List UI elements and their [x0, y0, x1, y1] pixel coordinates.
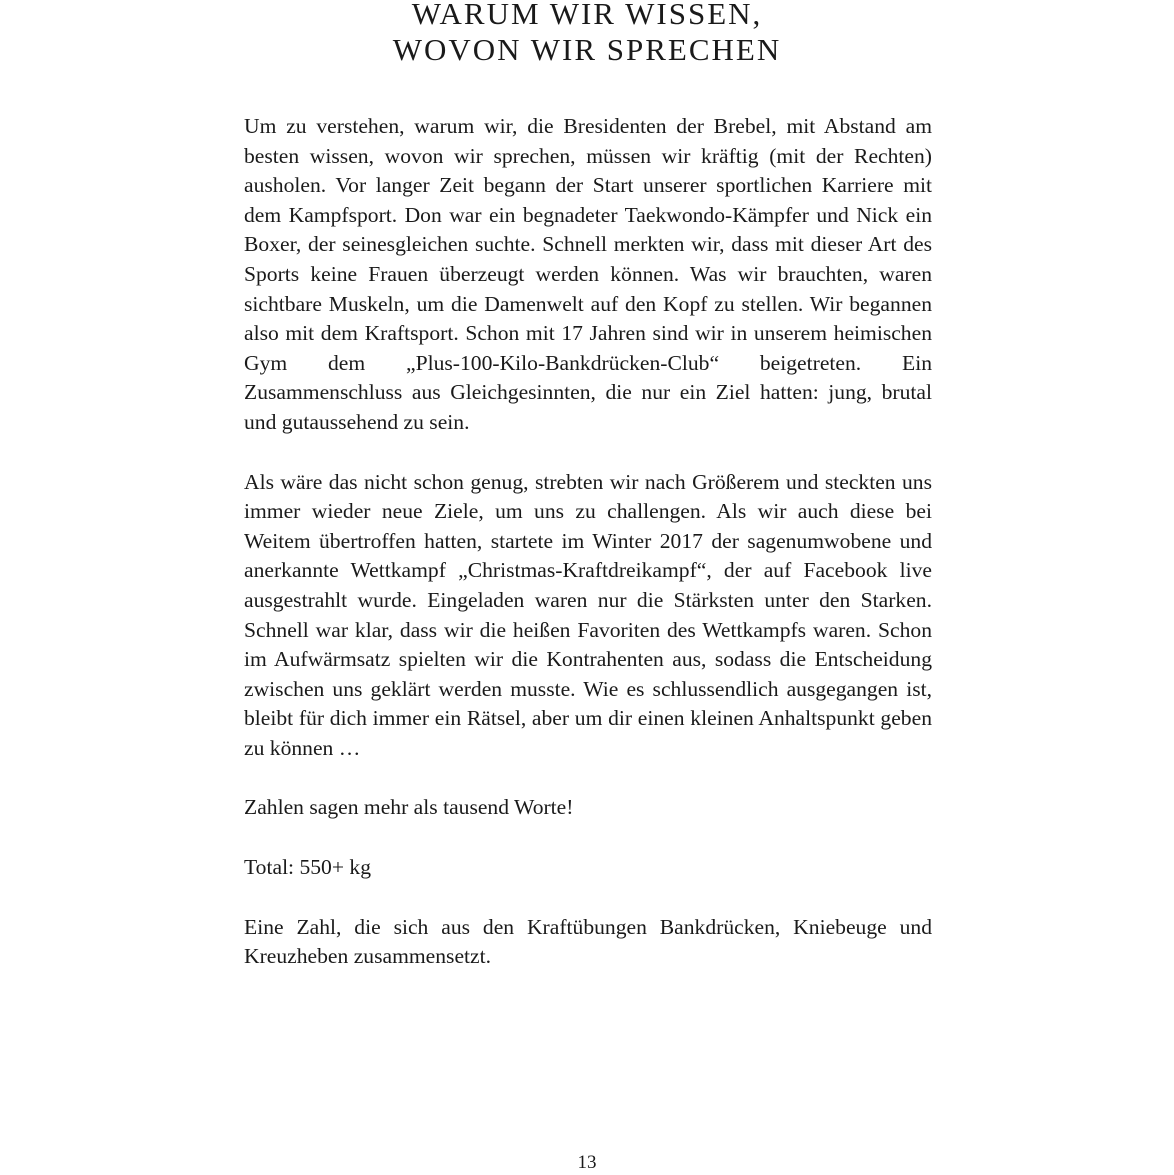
paragraph-total: Total: 550+ kg — [244, 855, 372, 880]
page-number: 13 — [577, 1152, 597, 1173]
body-text — [244, 112, 932, 1002]
chapter-title-line-2: WOVON WIR SPRECHEN — [392, 32, 782, 67]
paragraph-career: Um zu verstehen, warum wir, die Bresidenten der Brebel, mit Abstand am besten wissen, wovon wir sprechen, müssen wir kräftig (mit der Rechten) ausholen. Vor langer Zeit begann der Start unserer sportlichen Karriere mit dem Kampfsport. Don war ein begnadeter Taekwondo-Kämpfer und Nick ein Boxer, der seinesgleichen suchte. Schnell merkten wir, dass mit dieser Art des Sports keine Frauen überzeugt werden können. Was wir brauchten, waren sichtbare Muskeln, um die Damenwelt auf den Kopf zu stellen. Wir begannen also mit dem Kraftsport. Schon mit 17 Jahren sind wir in unserem heimischen Gym dem „Plus-100-Kilo-Bankdrücken-Club“ beigetreten. Ein Zusammenschluss aus Gleichgesinnten, die nur ein Ziel hatten: jung, brutal und gutaussehend zu sein. — [244, 114, 932, 434]
chapter-title-line-1: WARUM WIR WISSEN, — [411, 0, 763, 31]
chapter-title — [0, 0, 1174, 68]
paragraph-competition: Als wäre das nicht schon genug, strebten wir nach Größerem und steckten uns immer wieder neue Ziele, um uns zu challengen. Als wir auch diese bei Weitem übertroffen hatten, startete im Winter 2017 der sagenumwobene und anerkannte Wettkampf „Christmas-Kraftdreikampf“, der auf Facebook live ausgestrahlt wurde. Eingeladen waren nur die Stärksten unter den Starken. Schnell war klar, dass wir die heißen Favoriten des Wettkampfs waren. Schon im Aufwärmsatz spielten wir die Kontrahenten aus, sodass die Entscheidung zwischen uns geklärt werden musste. Wie es schlussendlich ausgegangen ist, bleibt für dich immer ein Rätsel, aber um dir einen kleinen Anhaltspunkt geben zu können … — [244, 469, 932, 760]
paragraph-numbers: Zahlen sagen mehr als tausend Worte! — [244, 795, 574, 820]
paragraph-exercises: Eine Zahl, die sich aus den Kraftübungen Bankdrücken, Kniebeuge und Kreuzheben zusammensetzt. — [244, 914, 932, 969]
